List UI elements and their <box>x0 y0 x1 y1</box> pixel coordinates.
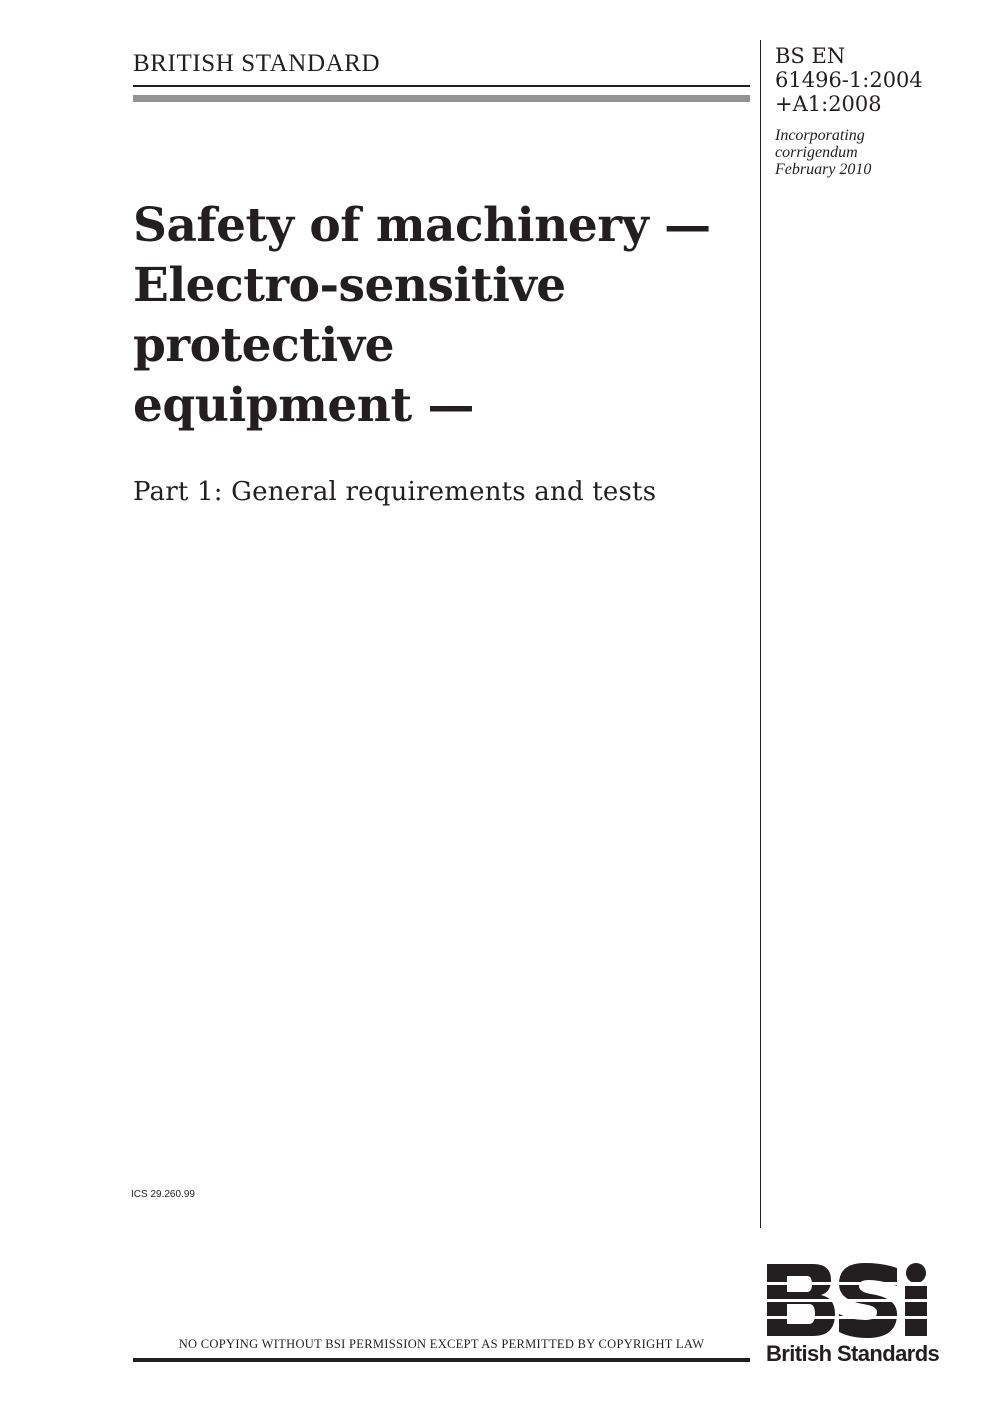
bsi-wordmark-graphic <box>765 1262 947 1342</box>
logo-caption: British Standards <box>766 1341 940 1366</box>
document-subtitle: Part 1: General requirements and tests <box>133 477 657 507</box>
title-line: Safety of machinery — <box>133 198 711 253</box>
corrigendum-line: corrigendum <box>775 144 858 161</box>
header-rule-thick <box>133 95 750 102</box>
standard-number <box>775 44 923 116</box>
standard-number-line: +A1:2008 <box>775 92 882 116</box>
corrigendum-line: Incorporating <box>775 127 865 144</box>
title-line: equipment — <box>133 378 475 433</box>
header-label: BRITISH STANDARD <box>133 50 381 77</box>
corrigendum-note <box>775 127 871 178</box>
corrigendum-line: February 2010 <box>775 161 872 178</box>
title-line: protective <box>133 318 394 373</box>
copyright-notice: NO COPYING WITHOUT BSI PERMISSION EXCEPT AS PERMITTED BY COPYRIGHT LAW <box>178 1337 705 1351</box>
ics-code: ICS 29.260.99 <box>131 1189 195 1200</box>
document-title <box>133 196 753 436</box>
standard-number-line: 61496-1:2004 <box>775 68 923 92</box>
footer-rule <box>133 1358 750 1362</box>
header-rule-thin <box>133 85 750 87</box>
vertical-divider <box>760 40 761 1228</box>
title-line: Electro-sensitive <box>133 258 566 313</box>
standard-number-line: BS EN <box>775 44 846 68</box>
